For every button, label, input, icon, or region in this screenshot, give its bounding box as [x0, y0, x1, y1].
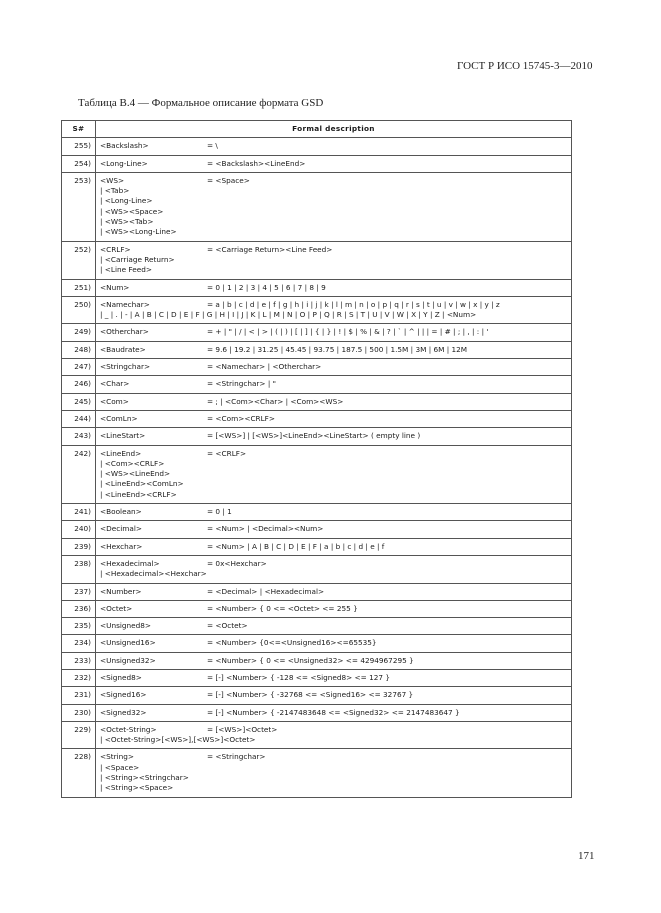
row-number: 233): [62, 652, 96, 669]
formal-description-cell: [96, 359, 572, 376]
rule-name: <Decimal>: [100, 524, 142, 534]
rule-name: <Long-Line>: [100, 158, 148, 168]
formal-description-cell: [96, 635, 572, 652]
formal-description-cell: [96, 138, 572, 155]
rule-alternative: | <WS><Space>: [100, 206, 164, 216]
table-row: [62, 359, 572, 376]
rule-definition: = 0 | 1 | 2 | 3 | 4 | 5 | 6 | 7 | 8 | 9: [207, 282, 326, 292]
rule-line: [100, 690, 567, 700]
formal-description-cell: [96, 521, 572, 538]
table-row: [62, 618, 572, 635]
rule-alternative: | <WS><Long-Line>: [100, 227, 177, 237]
table-row: [62, 410, 572, 427]
table-row: [62, 504, 572, 521]
row-number: 254): [62, 155, 96, 172]
row-number: 243): [62, 428, 96, 445]
rule-line: [100, 397, 567, 407]
rule-definition: = ; | <Com><Char> | <Com><WS>: [207, 396, 344, 406]
rule-alternative: | <Carriage Return>: [100, 254, 175, 264]
rule-definition: = a | b | c | d | e | f | g | h | i | j | k | l | m | n | o | p | q | r | s | t | u | v | w | x | y | z: [207, 299, 500, 309]
rule-line: [100, 656, 567, 666]
formal-description-cell: [96, 410, 572, 427]
rule-line: [100, 245, 567, 255]
rule-line: [100, 362, 567, 372]
table-body: [62, 138, 572, 797]
table-row: [62, 721, 572, 749]
row-number: 237): [62, 583, 96, 600]
rule-name: <Unsigned16>: [100, 638, 156, 648]
row-number: 244): [62, 410, 96, 427]
rule-definition: = <Number> {0<=<Unsigned16><=65535}: [207, 638, 377, 648]
rule-line: [100, 708, 567, 718]
table-row: [62, 687, 572, 704]
rule-name: <Baudrate>: [100, 344, 146, 354]
rule-line: [100, 542, 567, 552]
formal-description-cell: [96, 687, 572, 704]
row-number: 247): [62, 359, 96, 376]
rule-name: <LineEnd>: [100, 448, 142, 458]
rule-name: <Num>: [100, 282, 130, 292]
table-row: [62, 393, 572, 410]
rule-alternative: | _ | . | - | A | B | C | D | E | F | G | H | I | J | K | L | M | N | O | P | Q | R | S | T | U | V | W | X | Y | Z | <Num>: [100, 310, 477, 320]
document-header: ГОСТ Р ИСО 15745-3—2010: [457, 60, 593, 72]
table-row: [62, 324, 572, 341]
rule-definition: = <Decimal> | <Hexadecimal>: [207, 586, 325, 596]
rule-alternative: | <String><Space>: [100, 783, 174, 793]
rule-name: <LineStart>: [100, 431, 146, 441]
rule-definition: = <CRLF>: [207, 448, 247, 458]
rule-definition: = \: [207, 141, 218, 151]
row-number: 238): [62, 555, 96, 583]
rule-definition: = <Stringchar> | ": [207, 379, 276, 389]
formal-description-cell: [96, 749, 572, 797]
rule-alternative: | <Space>: [100, 762, 140, 772]
rule-line: [100, 587, 567, 597]
formal-description-cell: [96, 428, 572, 445]
rule-line: [100, 176, 567, 186]
rule-definition: = <Carriage Return><Line Feed>: [207, 244, 333, 254]
formal-description-cell: [96, 296, 572, 324]
row-number: 248): [62, 341, 96, 358]
rule-name: <Boolean>: [100, 507, 142, 517]
row-number: 249): [62, 324, 96, 341]
row-number: 232): [62, 669, 96, 686]
formal-description-cell: [96, 341, 572, 358]
row-number: 229): [62, 721, 96, 749]
row-number: 246): [62, 376, 96, 393]
rule-name: <Hexadecimal>: [100, 558, 160, 568]
table-row: [62, 138, 572, 155]
rule-line: [100, 604, 567, 614]
rule-alternative: | <WS><Tab>: [100, 217, 154, 227]
rule-alternative: | <LineEnd><ComLn>: [100, 479, 184, 489]
column-header-number: S#: [62, 121, 96, 138]
rule-alternative: | <LineEnd><CRLF>: [100, 489, 177, 499]
row-number: 242): [62, 445, 96, 503]
rule-definition: = <Namechar> | <Otherchar>: [207, 362, 322, 372]
rule-definition: = <Number> { 0 <= <Unsigned32> <= 4294967295 }: [207, 655, 414, 665]
rule-definition: = + | " | / | < | > | ( | ) | [ | ] | { | } | ! | $ | % | & | ? | ` | ^ | | | = | # | ; | , | : | ': [207, 327, 489, 337]
row-number: 255): [62, 138, 96, 155]
row-number: 241): [62, 504, 96, 521]
rule-name: <Otherchar>: [100, 327, 149, 337]
row-number: 228): [62, 749, 96, 797]
rule-definition: = <Number> { 0 <= <Octet> <= 255 }: [207, 603, 358, 613]
rule-name: <ComLn>: [100, 413, 138, 423]
table-row: [62, 376, 572, 393]
rule-name: <Char>: [100, 379, 130, 389]
rule-name: <CRLF>: [100, 244, 131, 254]
rule-definition: = <Num> | A | B | C | D | E | F | a | b | c | d | e | f: [207, 541, 385, 551]
rule-definition: = [-] <Number> { -32768 <= <Signed16> <= 32767 }: [207, 690, 414, 700]
rule-definition: = <Backslash><LineEnd>: [207, 158, 306, 168]
table-row: [62, 583, 572, 600]
rule-line: [100, 524, 567, 534]
table-row: [62, 241, 572, 279]
rule-line: [100, 300, 567, 310]
row-number: 245): [62, 393, 96, 410]
rule-name: <String>: [100, 752, 135, 762]
formal-description-cell: [96, 155, 572, 172]
rule-name: <Octet-String>: [100, 724, 157, 734]
formal-description-cell: [96, 241, 572, 279]
rule-name: <Unsigned32>: [100, 655, 156, 665]
table-row: [62, 445, 572, 503]
rule-definition: = <Stringchar>: [207, 752, 266, 762]
rule-name: <Com>: [100, 396, 129, 406]
table-row: [62, 521, 572, 538]
rule-alternative: | <WS><LineEnd>: [100, 469, 171, 479]
row-number: 240): [62, 521, 96, 538]
row-number: 234): [62, 635, 96, 652]
rule-alternative: | <Octet-String>[<WS>],[<WS>]<Octet>: [100, 735, 256, 745]
rule-definition: = 9.6 | 19.2 | 31.25 | 45.45 | 93.75 | 187.5 | 500 | 1.5M | 3M | 6M | 12M: [207, 344, 468, 354]
rule-alternative: | <Com><CRLF>: [100, 458, 165, 468]
rule-line: [100, 141, 567, 151]
formal-description-cell: [96, 445, 572, 503]
rule-definition: = <Space>: [207, 175, 250, 185]
rule-line: [100, 673, 567, 683]
rule-alternative: | <String><Stringchar>: [100, 773, 189, 783]
table-row: [62, 341, 572, 358]
formal-description-cell: [96, 324, 572, 341]
formal-description-cell: [96, 538, 572, 555]
rule-line: [100, 752, 567, 762]
formal-description-cell: [96, 555, 572, 583]
table-row: [62, 428, 572, 445]
table-row: [62, 279, 572, 296]
rule-line: [100, 449, 567, 459]
rule-line: [100, 283, 567, 293]
rule-line: [100, 159, 567, 169]
row-number: 251): [62, 279, 96, 296]
rule-line: [100, 559, 567, 569]
row-number: 252): [62, 241, 96, 279]
rule-line: [100, 725, 567, 735]
rule-definition: = <Octet>: [207, 621, 248, 631]
rule-line: [100, 507, 567, 517]
rule-name: <Stringchar>: [100, 362, 151, 372]
formal-description-cell: [96, 652, 572, 669]
row-number: 250): [62, 296, 96, 324]
table-row: [62, 749, 572, 797]
formal-description-cell: [96, 721, 572, 749]
table-row: [62, 652, 572, 669]
row-number: 239): [62, 538, 96, 555]
rule-line: [100, 327, 567, 337]
row-number: 235): [62, 618, 96, 635]
formal-description-cell: [96, 618, 572, 635]
table-row: [62, 555, 572, 583]
page-number: 171: [578, 850, 595, 862]
formal-description-cell: [96, 704, 572, 721]
rule-definition: = [-] <Number> { -128 <= <Signed8> <= 127 }: [207, 672, 390, 682]
rule-name: <Signed16>: [100, 690, 147, 700]
row-number: 231): [62, 687, 96, 704]
row-number: 230): [62, 704, 96, 721]
rule-name: <Backslash>: [100, 141, 149, 151]
rule-name: <Signed8>: [100, 672, 142, 682]
rule-definition: = <Com><CRLF>: [207, 413, 275, 423]
rule-alternative: | <Tab>: [100, 186, 130, 196]
rule-line: [100, 621, 567, 631]
rule-name: <Unsigned8>: [100, 621, 152, 631]
table-row: [62, 538, 572, 555]
table-caption: Таблица В.4 — Формальное описание формата GSD: [78, 97, 324, 109]
rule-name: <Hexchar>: [100, 541, 143, 551]
table-row: [62, 600, 572, 617]
rule-name: <WS>: [100, 175, 125, 185]
rule-alternative: | <Hexadecimal><Hexchar>: [100, 569, 207, 579]
formal-description-cell: [96, 669, 572, 686]
formal-description-cell: [96, 583, 572, 600]
rule-name: <Signed32>: [100, 707, 147, 717]
gsd-formal-description-table: [61, 120, 572, 798]
table-header-row: [62, 121, 572, 138]
rule-line: [100, 345, 567, 355]
rule-definition: = [-] <Number> { -2147483648 <= <Signed32> <= 2147483647 }: [207, 707, 460, 717]
formal-description-cell: [96, 172, 572, 241]
rule-definition: = [<WS>]<Octet>: [207, 724, 278, 734]
rule-definition: = <Num> | <Decimal><Num>: [207, 524, 324, 534]
formal-description-cell: [96, 600, 572, 617]
row-number: 236): [62, 600, 96, 617]
rule-definition: = [<WS>] | [<WS>]<LineEnd><LineStart> ( empty line ): [207, 431, 421, 441]
rule-name: <Number>: [100, 586, 142, 596]
rule-name: <Namechar>: [100, 299, 150, 309]
table-row: [62, 669, 572, 686]
formal-description-cell: [96, 279, 572, 296]
rule-alternative: | <Line Feed>: [100, 265, 152, 275]
formal-description-cell: [96, 504, 572, 521]
table-row: [62, 155, 572, 172]
rule-alternative: | <Long-Line>: [100, 196, 153, 206]
row-number: 253): [62, 172, 96, 241]
formal-description-cell: [96, 376, 572, 393]
rule-definition: = 0 | 1: [207, 507, 232, 517]
table-row: [62, 172, 572, 241]
column-header-formal-description: Formal description: [96, 121, 572, 138]
rule-name: <Octet>: [100, 603, 133, 613]
rule-line: [100, 414, 567, 424]
rule-definition: = 0x<Hexchar>: [207, 558, 267, 568]
rule-line: [100, 431, 567, 441]
formal-description-cell: [96, 393, 572, 410]
table-row: [62, 296, 572, 324]
rule-line: [100, 638, 567, 648]
table-row: [62, 635, 572, 652]
rule-line: [100, 379, 567, 389]
table-row: [62, 704, 572, 721]
